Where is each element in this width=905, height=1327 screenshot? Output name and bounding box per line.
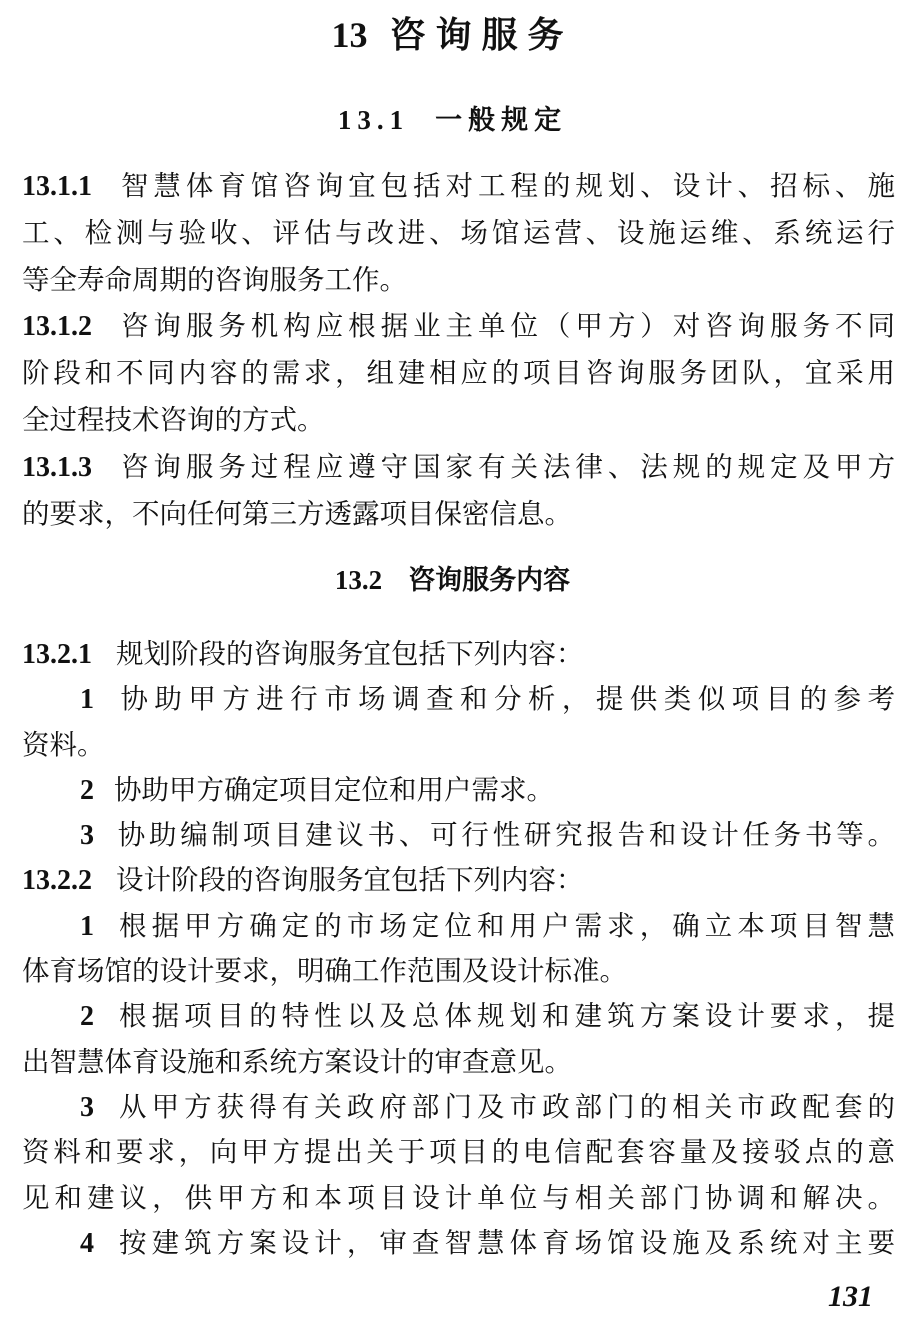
line-text: 协助编制项目建议书、可行性研究报告和设计任务书等。 — [114, 819, 895, 852]
line-text: 咨询服务机构应根据业主单位（甲方）对咨询服务不同 — [116, 310, 895, 343]
section-heading — [0, 560, 905, 601]
line-text: 根据甲方确定的市场定位和用户需求，确立本项目智慧 — [114, 909, 895, 942]
clause-number: 13.2.2 — [22, 865, 92, 897]
line-text: 全过程技术咨询的方式。 — [22, 403, 325, 436]
chapter-number: 13 — [331, 15, 368, 55]
text-line — [22, 904, 895, 949]
text-line — [22, 491, 895, 538]
line-text: 资料和要求，向甲方提出关于项目的电信配套容量及接驳点的意 — [22, 1136, 895, 1169]
chapter-title-text: 咨询服务 — [389, 14, 574, 56]
line-text: 资料。 — [22, 728, 105, 761]
section-title: 一般规定 — [435, 105, 568, 136]
text-line — [22, 210, 895, 257]
text-line — [22, 994, 895, 1039]
clause-number: 13.2.1 — [22, 639, 92, 670]
text-line — [22, 350, 895, 397]
section-body — [22, 163, 895, 537]
clause-number: 13.1.3 — [22, 451, 92, 483]
line-text: 协助甲方进行市场调查和分析，提供类似项目的参考 — [114, 683, 895, 716]
item-number: 2 — [80, 1001, 94, 1033]
line-text: 协助甲方确定项目定位和用户需求。 — [114, 773, 554, 806]
line-text: 设计阶段的咨询服务宜包括下列内容： — [116, 864, 584, 897]
line-text: 体育场馆的设计要求，明确工作范围及设计标准。 — [22, 955, 627, 988]
text-line — [22, 1040, 895, 1085]
text-line — [22, 1176, 895, 1221]
clause-number: 13.1.2 — [22, 311, 92, 343]
line-text: 的要求，不向任何第三方透露项目保密信息。 — [22, 497, 572, 530]
section-number: 13.1 — [337, 105, 410, 135]
section-heading — [0, 100, 905, 141]
section-number: 13.2 — [334, 565, 383, 595]
item-number: 4 — [80, 1227, 94, 1259]
text-line — [22, 677, 895, 722]
line-text: 出智慧体育设施和系统方案设计的审查意见。 — [22, 1045, 572, 1078]
line-text: 见和建议，供甲方和本项目设计单位与相关部门协调和解决。 — [22, 1181, 895, 1214]
line-text: 等全寿命周期的咨询服务工作。 — [22, 263, 407, 296]
line-text: 咨询服务过程应遵守国家有关法律、法规的规定及甲方 — [116, 450, 895, 483]
text-line — [22, 949, 895, 994]
text-line — [22, 768, 895, 813]
line-text: 按建筑方案设计，审查智慧体育场馆设施及系统对主要 — [114, 1226, 895, 1259]
text-line — [22, 257, 895, 304]
text-line — [22, 303, 895, 350]
page-number: 131 — [828, 1280, 873, 1313]
text-line — [22, 1221, 895, 1266]
text-line — [22, 1085, 895, 1130]
item-number: 3 — [80, 1091, 94, 1123]
chapter-title — [0, 8, 905, 62]
text-line — [22, 444, 895, 491]
text-line — [22, 632, 895, 677]
text-line — [22, 813, 895, 858]
item-number: 2 — [80, 774, 94, 806]
section-title: 咨询服务内容 — [408, 565, 571, 596]
item-number: 3 — [80, 820, 94, 852]
section-body — [22, 632, 895, 1266]
text-line — [22, 397, 895, 444]
line-text: 阶段和不同内容的需求，组建相应的项目咨询服务团队，宜采用 — [22, 357, 895, 390]
line-text: 智慧体育馆咨询宜包括对工程的规划、设计、招标、施 — [116, 170, 895, 202]
item-number: 1 — [80, 910, 94, 942]
line-text: 从甲方获得有关政府部门及市政部门的相关市政配套的 — [114, 1090, 895, 1123]
item-number: 1 — [80, 684, 94, 716]
clause-number: 13.1.1 — [22, 171, 92, 202]
line-text: 工、检测与验收、评估与改进、场馆运营、设施运维、系统运行 — [22, 216, 895, 249]
text-line — [22, 163, 895, 210]
text-line — [22, 858, 895, 903]
text-line — [22, 723, 895, 768]
line-text: 规划阶段的咨询服务宜包括下列内容： — [116, 638, 584, 670]
text-line — [22, 1130, 895, 1175]
line-text: 根据项目的特性以及总体规划和建筑方案设计要求，提 — [114, 1000, 895, 1033]
